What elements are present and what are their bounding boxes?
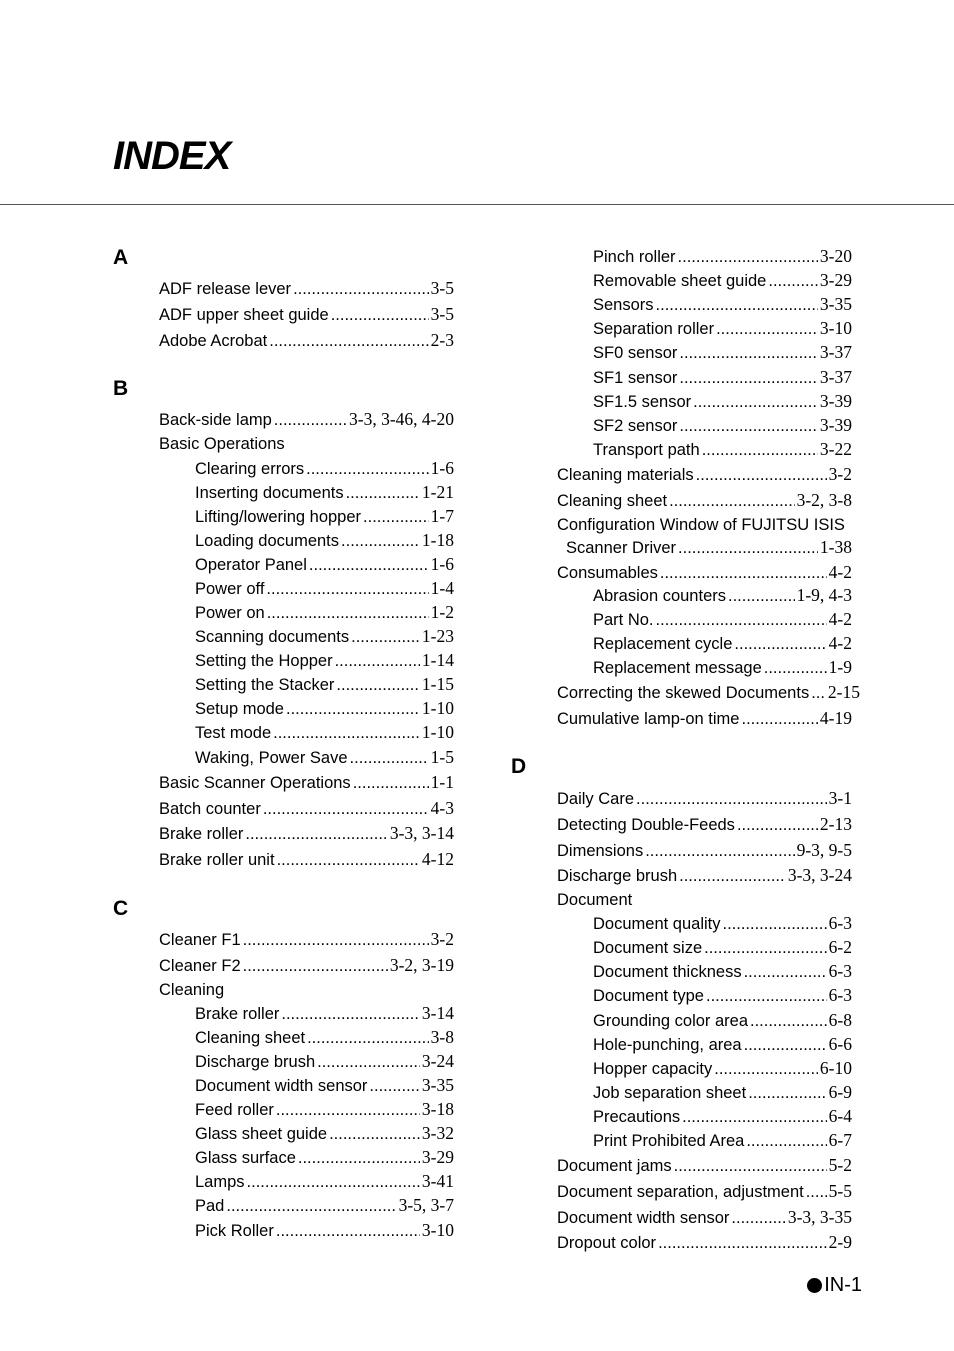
dot-leader — [243, 931, 429, 950]
index-entry — [159, 981, 224, 1000]
entry-term: Cleaner F1 — [159, 931, 241, 949]
dot-leader — [341, 532, 420, 551]
entry-pages: 6-3 — [828, 961, 852, 981]
entry-pages: 3-10 — [421, 1220, 454, 1240]
index-entry — [557, 490, 852, 511]
entry-term: Replacement cycle — [593, 635, 733, 653]
entry-term: Setup mode — [195, 700, 284, 718]
dot-leader — [276, 1222, 420, 1241]
entry-pages: 1-10 — [421, 722, 454, 742]
entry-pages: 3-2, 3-8 — [796, 490, 852, 510]
entry-pages: 3-35 — [819, 294, 852, 314]
entry-pages: 3-39 — [819, 391, 852, 411]
index-entry — [159, 278, 454, 299]
index-entry — [557, 840, 852, 861]
index-entry — [195, 1195, 454, 1216]
dot-leader — [679, 417, 818, 436]
dot-leader — [737, 816, 818, 835]
entry-term: Setting the Stacker — [195, 676, 335, 694]
dot-leader — [281, 1005, 420, 1024]
entry-term: Sensors — [593, 296, 654, 314]
dot-leader — [298, 1149, 420, 1168]
index-entry — [159, 849, 454, 870]
entry-term: Hopper capacity — [593, 1060, 713, 1078]
index-entry — [195, 1220, 454, 1241]
dot-leader — [728, 587, 795, 606]
entry-term: Back-side lamp — [159, 411, 272, 429]
entry-pages: 5-5 — [828, 1181, 852, 1201]
index-entry — [593, 1010, 852, 1031]
entry-term: SF1 sensor — [593, 369, 678, 387]
index-entry — [593, 367, 852, 388]
entry-term: Consumables — [557, 564, 658, 582]
index-entry — [593, 657, 852, 678]
entry-term: Precautions — [593, 1108, 681, 1126]
entry-term: Inserting documents — [195, 484, 344, 502]
index-entry — [593, 1058, 852, 1079]
entry-pages: 3-2 — [430, 929, 454, 949]
entry-pages: 6-3 — [828, 913, 852, 933]
entry-term: Transport path — [593, 441, 700, 459]
dot-leader — [351, 628, 420, 647]
entry-pages: 3-39 — [819, 415, 852, 435]
entry-pages: 3-8 — [430, 1027, 454, 1047]
entry-pages: 3-35 — [421, 1075, 454, 1095]
dot-leader — [656, 296, 818, 315]
entry-term: Cleaning sheet — [195, 1029, 306, 1047]
index-entry — [195, 722, 454, 743]
entry-term: ADF upper sheet guide — [159, 306, 329, 324]
index-entry — [593, 1130, 852, 1151]
index-entry — [159, 304, 454, 325]
entry-term: Abrasion counters — [593, 587, 726, 605]
index-entry — [195, 747, 454, 768]
entry-term: Brake roller unit — [159, 851, 275, 869]
entry-pages: 1-18 — [421, 530, 454, 550]
dot-leader — [273, 724, 420, 743]
entry-term: Glass sheet guide — [195, 1125, 328, 1143]
index-entry — [593, 1106, 852, 1127]
entry-pages: 4-19 — [819, 708, 852, 728]
entry-pages: 1-6 — [430, 554, 454, 574]
index-entry — [195, 602, 454, 623]
index-entry — [195, 578, 454, 599]
entry-term: Document type — [593, 987, 704, 1005]
dot-leader — [696, 466, 827, 485]
dot-leader — [678, 539, 818, 558]
section-letter: A — [113, 246, 129, 269]
dot-leader — [722, 915, 826, 934]
entry-pages: 2-9 — [828, 1232, 852, 1252]
entry-term: Setting the Hopper — [195, 652, 333, 670]
dot-leader — [293, 280, 429, 299]
entry-term: Clearing errors — [195, 460, 305, 478]
entry-term: Pick Roller — [195, 1222, 274, 1240]
dot-leader — [669, 492, 795, 511]
index-entry — [557, 562, 852, 583]
index-entry — [159, 955, 454, 976]
entry-pages: 3-2, 3-19 — [389, 955, 454, 975]
dot-leader — [263, 800, 429, 819]
entry-pages: 4-2 — [828, 633, 852, 653]
index-entry — [593, 1082, 852, 1103]
entry-term: Job separation sheet — [593, 1084, 747, 1102]
entry-pages: 3-1 — [828, 788, 852, 808]
entry-pages: 3-41 — [421, 1171, 454, 1191]
dot-leader — [350, 749, 429, 768]
entry-pages: 1-5 — [430, 747, 454, 767]
dot-leader — [682, 1108, 827, 1127]
entry-term: Cleaning sheet — [557, 492, 668, 510]
entry-term: Glass surface — [195, 1149, 296, 1167]
entry-pages: 3-10 — [819, 318, 852, 338]
index-entry — [593, 985, 852, 1006]
entry-pages: 3-29 — [819, 270, 852, 290]
entry-pages: 4-2 — [828, 609, 852, 629]
entry-pages: 3-2 — [828, 464, 852, 484]
entry-term: Document thickness — [593, 963, 742, 981]
entry-pages: 1-9, 4-3 — [796, 585, 852, 605]
dot-leader — [702, 441, 818, 460]
index-entry — [557, 708, 852, 729]
entry-term: Discharge brush — [195, 1053, 316, 1071]
index-entry — [593, 439, 852, 460]
entry-pages: 1-15 — [421, 674, 454, 694]
entry-term: Power off — [195, 580, 265, 598]
index-entry — [159, 409, 454, 430]
entry-term: Brake roller — [195, 1005, 280, 1023]
dot-leader — [764, 659, 827, 678]
entry-term: Test mode — [195, 724, 272, 742]
entry-pages: 3-29 — [421, 1147, 454, 1167]
entry-term: Cleaning — [159, 981, 225, 999]
dot-leader — [335, 652, 420, 671]
entry-term: Configuration Window of FUJITSU ISIS — [557, 516, 845, 534]
entry-pages: 6-10 — [819, 1058, 852, 1078]
index-entry — [159, 330, 454, 351]
entry-term: Print Prohibited Area — [593, 1132, 745, 1150]
dot-leader — [678, 248, 818, 267]
entry-term: Scanning documents — [195, 628, 350, 646]
entry-term: Document size — [593, 939, 703, 957]
index-entry — [195, 1099, 454, 1120]
entry-term: Removable sheet guide — [593, 272, 767, 290]
entry-pages: 6-6 — [828, 1034, 852, 1054]
entry-pages: 6-3 — [828, 985, 852, 1005]
index-entry — [195, 530, 454, 551]
entry-term: Adobe Acrobat — [159, 332, 268, 350]
index-entry — [195, 650, 454, 671]
entry-pages: 3-37 — [819, 342, 852, 362]
entry-term: Lamps — [195, 1173, 245, 1191]
entry-term: Document width sensor — [195, 1077, 368, 1095]
dot-leader — [734, 635, 826, 654]
index-entry — [195, 1051, 454, 1072]
index-entry — [195, 1171, 454, 1192]
dot-leader — [307, 1029, 429, 1048]
index-entry — [195, 698, 454, 719]
entry-pages: 2-3 — [430, 330, 454, 350]
entry-pages: 3-3, 3-46, 4-20 — [349, 409, 454, 429]
index-entry — [159, 823, 454, 844]
entry-pages: 1-38 — [819, 537, 852, 557]
entry-term: Detecting Double-Feeds — [557, 816, 735, 834]
entry-term: Basic Operations — [159, 435, 285, 453]
dot-leader — [346, 484, 420, 503]
entry-term: Pinch roller — [593, 248, 676, 266]
dot-leader — [744, 963, 827, 982]
index-entry — [195, 1123, 454, 1144]
dot-leader — [768, 272, 818, 291]
entry-term: Document jams — [557, 1157, 672, 1175]
entry-pages: 3-3, 3-14 — [389, 823, 454, 843]
index-entry — [195, 1027, 454, 1048]
entry-pages: 4-2 — [828, 562, 852, 582]
entry-pages: 1-6 — [430, 458, 454, 478]
entry-term: SF0 sensor — [593, 344, 678, 362]
index-entry — [195, 506, 454, 527]
entry-term: Pad — [195, 1197, 225, 1215]
dot-leader — [679, 867, 786, 886]
index-entry — [195, 1075, 454, 1096]
entry-pages: 1-14 — [421, 650, 454, 670]
index-entry — [557, 464, 852, 485]
page-footer — [807, 1274, 862, 1297]
entry-pages: 5-2 — [828, 1155, 852, 1175]
entry-term: Dimensions — [557, 842, 644, 860]
entry-pages: 3-24 — [421, 1051, 454, 1071]
dot-leader — [714, 1060, 818, 1079]
entry-pages: 6-8 — [828, 1010, 852, 1030]
dot-leader — [269, 332, 428, 351]
index-entry — [557, 891, 632, 910]
index-entry — [593, 961, 852, 982]
index-entry — [557, 1232, 852, 1253]
dot-leader — [656, 611, 827, 630]
dot-leader — [660, 564, 827, 583]
index-entry — [159, 772, 454, 793]
dot-leader — [243, 957, 388, 976]
entry-term: SF2 sensor — [593, 417, 678, 435]
entry-term: Part No. — [593, 611, 654, 629]
entry-pages: 1-1 — [430, 772, 454, 792]
index-entry — [195, 1147, 454, 1168]
entry-term: Discharge brush — [557, 867, 678, 885]
entry-pages: 1-7 — [430, 506, 454, 526]
dot-leader — [679, 369, 818, 388]
entry-pages: 3-32 — [421, 1123, 454, 1143]
dot-leader — [336, 676, 420, 695]
entry-term: Replacement message — [593, 659, 762, 677]
dot-leader — [679, 344, 818, 363]
index-entry — [557, 1155, 852, 1176]
entry-pages: 3-3, 3-35 — [787, 1207, 852, 1227]
dot-leader — [369, 1077, 420, 1096]
entry-pages: 2-15 — [827, 682, 860, 702]
section-letter: D — [511, 755, 527, 778]
dot-leader — [363, 508, 429, 527]
entry-pages: 3-37 — [819, 367, 852, 387]
entry-term: Document — [557, 891, 633, 909]
index-entry — [159, 929, 454, 950]
index-entry — [593, 246, 852, 267]
dot-leader — [329, 1125, 420, 1144]
entry-term: Feed roller — [195, 1101, 274, 1119]
index-entry — [195, 1003, 454, 1024]
entry-pages: 2-13 — [819, 814, 852, 834]
entry-pages: 6-9 — [828, 1082, 852, 1102]
entry-term: Separation roller — [593, 320, 715, 338]
dot-leader — [306, 460, 429, 479]
index-entry — [593, 585, 852, 606]
index-entry — [557, 682, 860, 703]
dot-leader — [748, 1084, 826, 1103]
index-entry — [195, 458, 454, 479]
index-entry — [557, 1181, 852, 1202]
index-entry — [566, 537, 852, 558]
index-entry — [593, 270, 852, 291]
index-entry — [593, 609, 852, 630]
entry-pages: 1-23 — [421, 626, 454, 646]
entry-term: Dropout color — [557, 1234, 657, 1252]
index-entry — [557, 788, 852, 809]
dot-leader — [716, 320, 818, 339]
entry-term: Document separation, adjustment — [557, 1183, 804, 1201]
entry-pages: 3-14 — [421, 1003, 454, 1023]
entry-term: Grounding color area — [593, 1012, 749, 1030]
index-entry — [593, 415, 852, 436]
entry-pages: 3-5, 3-7 — [398, 1195, 454, 1215]
dot-leader — [267, 604, 429, 623]
entry-term: Scanner Driver — [566, 539, 677, 557]
dot-leader — [309, 556, 429, 575]
entry-pages: 3-3, 3-24 — [787, 865, 852, 885]
dot-leader — [331, 306, 429, 325]
dot-leader — [317, 1053, 420, 1072]
dot-leader — [704, 939, 827, 958]
index-entry — [593, 913, 852, 934]
dot-leader — [744, 1036, 827, 1055]
index-entry — [195, 626, 454, 647]
entry-pages: 1-10 — [421, 698, 454, 718]
dot-leader — [658, 1234, 827, 1253]
dot-leader — [353, 774, 429, 793]
dot-leader — [741, 710, 817, 729]
entry-term: Waking, Power Save — [195, 749, 348, 767]
dot-leader — [247, 1173, 420, 1192]
entry-pages: 3-18 — [421, 1099, 454, 1119]
index-entry — [195, 674, 454, 695]
dot-leader — [226, 1197, 396, 1216]
entry-pages: 1-21 — [421, 482, 454, 502]
entry-term: Lifting/lowering hopper — [195, 508, 362, 526]
entry-term: Batch counter — [159, 800, 261, 818]
dot-leader — [266, 580, 428, 599]
dot-leader — [245, 825, 387, 844]
index-entry — [159, 798, 454, 819]
index-entry — [593, 633, 852, 654]
entry-term: Brake roller — [159, 825, 244, 843]
dot-leader — [277, 851, 420, 870]
dot-leader — [674, 1157, 827, 1176]
index-entry — [159, 435, 285, 454]
dot-leader — [693, 393, 818, 412]
entry-pages: 9-3, 9-5 — [796, 840, 852, 860]
dot-leader — [645, 842, 794, 861]
entry-pages: 1-9 — [828, 657, 852, 677]
index-entry — [593, 937, 852, 958]
index-entry — [557, 1207, 852, 1228]
entry-term: Daily Care — [557, 790, 635, 808]
entry-term: Operator Panel — [195, 556, 307, 574]
dot-leader — [286, 700, 420, 719]
page-number: IN-1 — [824, 1274, 862, 1296]
dot-leader — [811, 684, 826, 703]
entry-pages: 3-20 — [819, 246, 852, 266]
entry-pages: 6-2 — [828, 937, 852, 957]
index-entry — [593, 294, 852, 315]
entry-pages: 3-22 — [819, 439, 852, 459]
dot-leader — [746, 1132, 826, 1151]
entry-term: Cleaner F2 — [159, 957, 241, 975]
dot-leader — [806, 1183, 827, 1202]
section-letter: B — [113, 377, 129, 400]
entry-pages: 6-7 — [828, 1130, 852, 1150]
entry-term: ADF release lever — [159, 280, 292, 298]
dot-leader — [731, 1209, 785, 1228]
entry-term: Cleaning materials — [557, 466, 694, 484]
index-entry — [593, 391, 852, 412]
dot-leader — [276, 1101, 420, 1120]
entry-pages: 6-4 — [828, 1106, 852, 1126]
entry-pages: 3-5 — [430, 278, 454, 298]
entry-term: Document width sensor — [557, 1209, 730, 1227]
entry-term: Basic Scanner Operations — [159, 774, 351, 792]
dot-leader — [636, 790, 827, 809]
entry-pages: 1-4 — [430, 578, 454, 598]
page-title: INDEX — [113, 134, 231, 178]
entry-pages: 4-12 — [421, 849, 454, 869]
entry-term: Document quality — [593, 915, 721, 933]
index-entry — [195, 554, 454, 575]
entry-term: Loading documents — [195, 532, 340, 550]
index-entry — [593, 1034, 852, 1055]
bullet-icon — [807, 1278, 822, 1293]
title-divider — [0, 204, 954, 205]
dot-leader — [706, 987, 827, 1006]
entry-pages: 1-2 — [430, 602, 454, 622]
entry-pages: 4-3 — [430, 798, 454, 818]
index-entry — [593, 342, 852, 363]
index-entry — [557, 516, 845, 535]
dot-leader — [750, 1012, 827, 1031]
dot-leader — [274, 411, 347, 430]
section-letter: C — [113, 897, 129, 920]
entry-term: Cumulative lamp-on time — [557, 710, 740, 728]
entry-pages: 3-5 — [430, 304, 454, 324]
index-entry — [557, 865, 852, 886]
index-entry — [557, 814, 852, 835]
entry-term: Hole-punching, area — [593, 1036, 742, 1054]
entry-term: Correcting the skewed Documents — [557, 684, 810, 702]
index-entry — [195, 482, 454, 503]
entry-term: SF1.5 sensor — [593, 393, 692, 411]
entry-term: Power on — [195, 604, 265, 622]
index-entry — [593, 318, 852, 339]
